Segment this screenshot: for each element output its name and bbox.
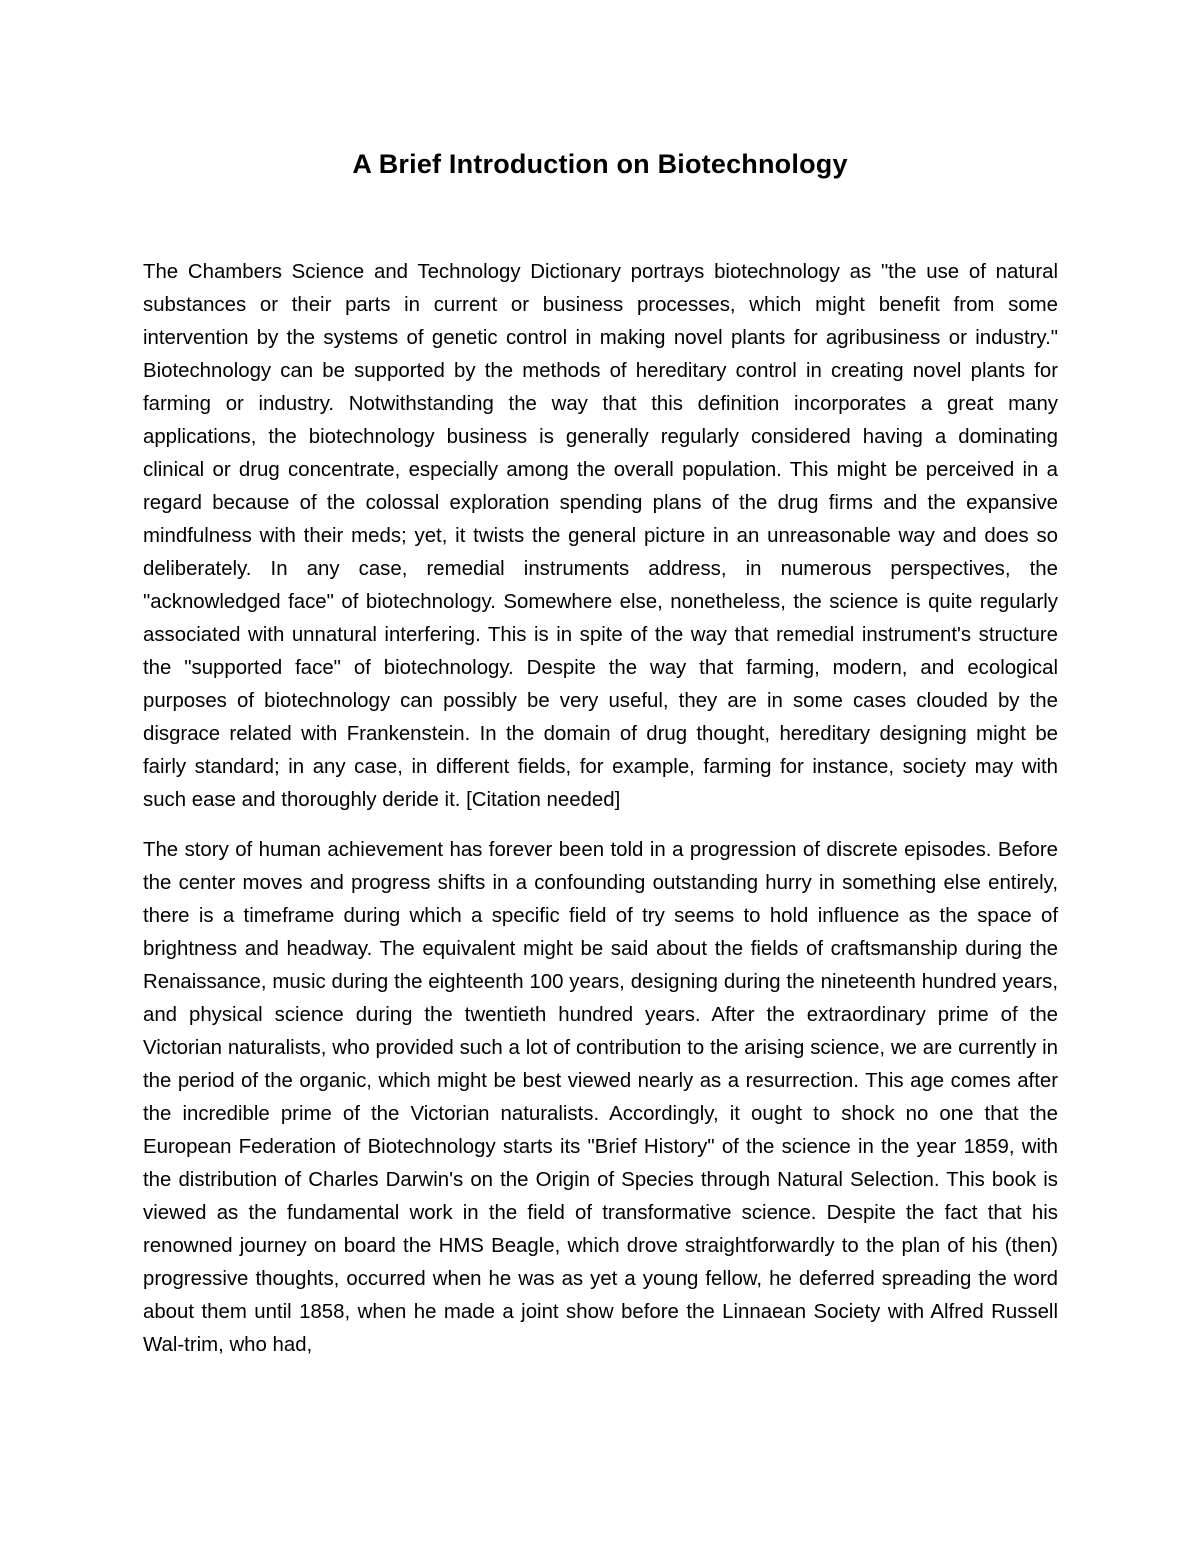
document-title: A Brief Introduction on Biotechnology [352, 149, 848, 179]
paragraph-2: The story of human achievement has forever been told in a progression of discrete episodes. Before the center moves and progress shifts in a confounding outstanding hurry in something else entirely, there is a timeframe during which a specific field of try seems to hold influence as the space of brightness and headway. The equivalent might be said about the fields of craftsmanship during the Renaissance, music during the eighteenth 100 years, designing during the nineteenth hundred years, and physical science during the twentieth hundred years. After the extraordinary prime of the Victorian naturalists, who provided such a lot of contribution to the arising science, we are currently in the period of the organic, which might be best viewed nearly as a resurrection. This age comes after the incredible prime of the Victorian naturalists. Accordingly, it ought to shock no one that the European Federation of Biotechnology starts its "Brief History" of the science in the year 1859, with the distribution of Charles Darwin's on the Origin of Species through Natural Selection. This book is viewed as the fundamental work in the field of transformative science. Despite the fact that his renowned journey on board the HMS Beagle, which drove straightforwardly to the plan of his (then) progressive thoughts, occurred when he was as yet a young fellow, he deferred spreading the word about them until 1858, when he made a joint show before the Linnaean Society with Alfred Russell Wal-trim, who had, [143, 839, 1058, 1356]
paragraph-1: The Chambers Science and Technology Dictionary portrays biotechnology as "the use of natural substances or their parts in current or business processes, which might benefit from some intervention by the systems of genetic control in making novel plants for agribusiness or industry." Biotechnology can be supported by the methods of hereditary control in creating novel plants for farming or industry. Notwithstanding the way that this definition incorporates a great many applications, the biotechnology business is generally regularly considered having a dominating clinical or drug concentrate, especially among the overall population. This might be perceived in a regard because of the colossal exploration spending plans of the drug firms and the expansive mindfulness with their meds; yet, it twists the general picture in an unreasonable way and does so deliberately. In any case, remedial instruments address, in numerous perspectives, the "acknowledged face" of biotechnology. Somewhere else, nonetheless, the science is quite regularly associated with unnatural interfering. This is in spite of the way that remedial instrument's structure the "supported face" of biotechnology. Despite the way that farming, modern, and ecological purposes of biotechnology can possibly be very useful, they are in some cases clouded by the disgrace related with Frankenstein. In the domain of drug thought, hereditary designing might be fairly standard; in any case, in different fields, for example, farming for instance, society may with such ease and thoroughly deride it. [Citation needed] [143, 261, 1058, 811]
document-body [143, 256, 1058, 1362]
